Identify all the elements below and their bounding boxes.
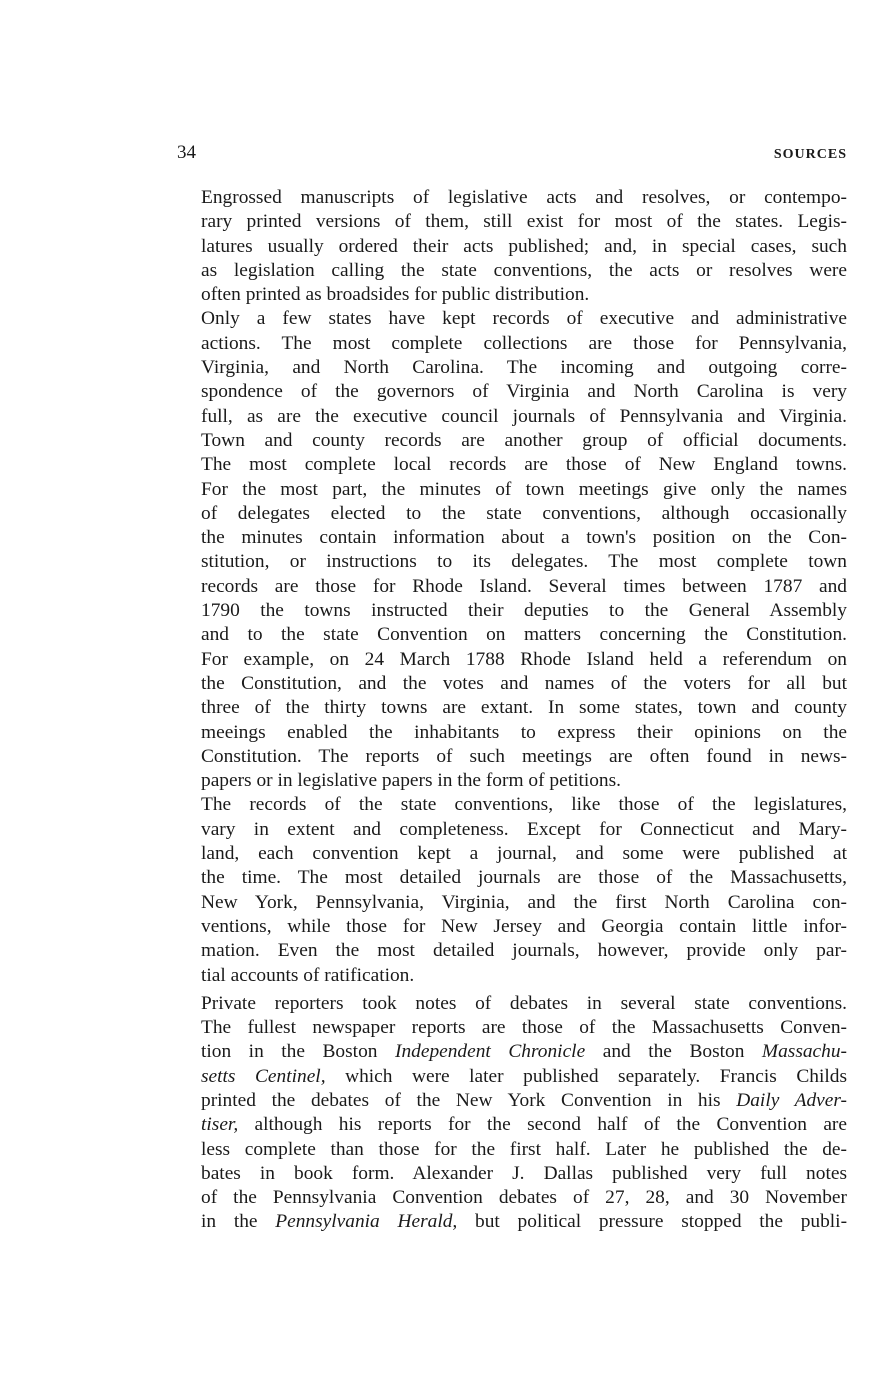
text-line: tion in the Boston Independent Chronicle and the Boston Massachu- (201, 1041, 848, 1063)
section-title: SOURCES (773, 147, 847, 162)
text-line: in the Pennsylvania Herald, but political pressure stopped the publi- (201, 1211, 848, 1233)
text-line: land, each convention kept a journal, and some were published at (201, 843, 847, 865)
newspaper-title: Pennsylvania Herald, (275, 1211, 458, 1233)
text-line: setts Centinel, which were later published separately. Francis Childs (201, 1065, 847, 1087)
paragraph (177, 307, 847, 428)
text-line: of delegates elected to the state conventions, although occasionally (201, 502, 847, 524)
text-line: Constitution. The reports of such meetings are often found in news- (201, 745, 847, 767)
newspaper-title: Independent Chronicle (394, 1041, 586, 1063)
text-line: Only a few states have kept records of executive and administrative (201, 308, 847, 330)
text-line: The records of the state conventions, like those of the legislatures, (201, 794, 847, 816)
text-line: bates in book form. Alexander J. Dallas published very full notes (201, 1162, 847, 1184)
newspaper-title: Daily Adver- (736, 1089, 847, 1111)
text-line: stitution, or instructions to its delegates. The most complete town (201, 551, 847, 573)
text-line: tiser, although his reports for the second half of the Convention are (201, 1114, 847, 1136)
text-line: Engrossed manuscripts of legislative acts and resolves, or contempo- (201, 187, 847, 208)
text-line: ventions, while those for New Jersey and Georgia contain little infor- (201, 915, 847, 937)
text-line: the Constitution, and the votes and names of the voters for all but (201, 672, 847, 694)
newspaper-title: tiser, (201, 1114, 239, 1136)
paragraph (177, 793, 847, 987)
text-line: as legislation calling the state conventions, the acts or resolves were (201, 259, 847, 281)
text-line: The most complete local records are those of New England towns. (201, 454, 847, 476)
text-line: records are those for Rhode Island. Several times between 1787 and (201, 575, 847, 597)
body-text (177, 186, 847, 1235)
text-line: Private reporters took notes of debates in several state conventions. (201, 992, 847, 1014)
text-line: spondence of the governors of Virginia and North Carolina is very (201, 381, 847, 403)
text-line: of the Pennsylvania Convention debates of 27, 28, and 30 November (201, 1187, 847, 1209)
running-head (177, 142, 847, 172)
paragraph (177, 429, 847, 793)
text-line: often printed as broadsides for public distribution. (201, 284, 590, 306)
text-line: Virginia, and North Carolina. The incoming and outgoing corre- (201, 357, 847, 379)
text-line: meeings enabled the inhabitants to express their opinions on the (201, 721, 847, 743)
text-line: the minutes contain information about a town's position on the Con- (201, 527, 847, 549)
text-line: mation. Even the most detailed journals, however, provide only par- (201, 940, 847, 962)
text-line: 1790 the towns instructed their deputies to the General Assembly (201, 600, 847, 622)
text-line: The fullest newspaper reports are those of the Massachusetts Conven- (201, 1017, 847, 1039)
text-line: papers or in legislative papers in the form of petitions. (201, 770, 622, 792)
text-line: Town and county records are another group of official documents. (201, 429, 847, 451)
paragraph (177, 992, 847, 1235)
text-line: full, as are the executive council journals of Pennsylvania and Virginia. (201, 405, 847, 427)
text-line: tial accounts of ratification. (201, 964, 415, 986)
text-line: printed the debates of the New York Convention in his Daily Adver- (201, 1089, 847, 1111)
newspaper-title: Massachu- (761, 1041, 848, 1063)
page-number: 34 (177, 142, 196, 163)
text-line: the time. The most detailed journals are those of the Massachusetts, (201, 867, 847, 889)
text-line: three of the thirty towns are extant. In some states, town and county (201, 697, 847, 719)
text-line: rary printed versions of them, still exist for most of the states. Legis- (201, 211, 847, 233)
text-line: vary in extent and completeness. Except for Connecticut and Mary- (201, 818, 847, 840)
text-line: For the most part, the minutes of town meetings give only the names (201, 478, 847, 500)
text-line: latures usually ordered their acts published; and, in special cases, such (201, 235, 847, 257)
text-line: and to the state Convention on matters concerning the Constitution. (201, 624, 847, 646)
text-line: less complete than those for the first half. Later he published the de- (201, 1138, 847, 1160)
document-page (177, 142, 847, 1235)
text-line: actions. The most complete collections are those for Pennsylvania, (201, 332, 847, 354)
text-line: New York, Pennsylvania, Virginia, and the first North Carolina con- (201, 891, 847, 913)
paragraph (177, 186, 847, 307)
text-line: For example, on 24 March 1788 Rhode Island held a referendum on (201, 648, 847, 670)
newspaper-title: setts Centinel, (201, 1065, 326, 1087)
